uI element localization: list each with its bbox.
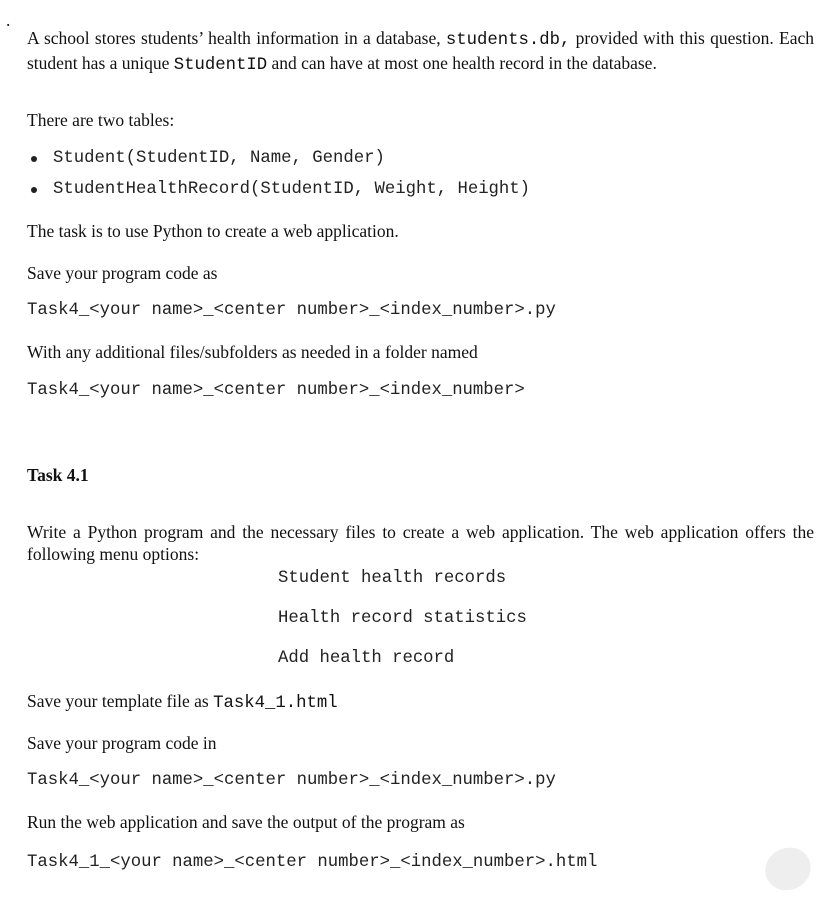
save-code-label: Save your program code as (27, 263, 218, 283)
menu-option-add-health-record: Add health record (278, 649, 455, 668)
task41-description: Write a Python program and the necessary files to create a web application. The web application offers the following menu options: (27, 521, 814, 564)
bullet-icon (30, 179, 40, 201)
question-marker: . (6, 10, 11, 30)
code-in-label: Save your program code in (27, 733, 217, 753)
intro-text-start: A school stores students’ health information in a database, (27, 27, 446, 48)
template-label: Save your template file as (27, 691, 214, 711)
table-student-health-record: StudentHealthRecord(StudentID, Weight, Height) (53, 180, 531, 199)
intro-text-end: and can have at most one health record in the database. (267, 52, 657, 73)
template-filename: Task4_1.html (213, 694, 338, 713)
table-student: Student(StudentID, Name, Gender) (53, 149, 385, 168)
folder-name: Task4_<your name>_<center number>_<index_number> (27, 381, 525, 400)
save-code-filename: Task4_<your name>_<center number>_<index_number>.py (27, 301, 556, 320)
intro-text-middle: provided with this question. Each student has a unique (27, 27, 814, 73)
additional-files-label: With any additional files/subfolders as needed in a folder named (27, 342, 478, 362)
db-filename: students.db, (445, 30, 571, 50)
task-intro-text: The task is to use Python to create a web application. (27, 221, 399, 241)
two-tables-text: There are two tables: (27, 110, 175, 130)
template-file-line (27, 690, 338, 715)
code-filename: Task4_<your name>_<center number>_<index_number>.py (27, 771, 556, 790)
menu-option-health-record-statistics: Health record statistics (278, 609, 527, 628)
run-label: Run the web application and save the output of the program as (27, 812, 465, 832)
intro-paragraph (27, 27, 814, 77)
task41-heading: Task 4.1 (27, 465, 89, 485)
output-filename: Task4_1_<your name>_<center number>_<index_number>.html (27, 853, 598, 872)
bullet-icon (30, 148, 40, 170)
menu-option-student-health-records: Student health records (278, 569, 507, 588)
scan-smudge (758, 840, 817, 898)
student-id-field: StudentID (173, 55, 268, 75)
